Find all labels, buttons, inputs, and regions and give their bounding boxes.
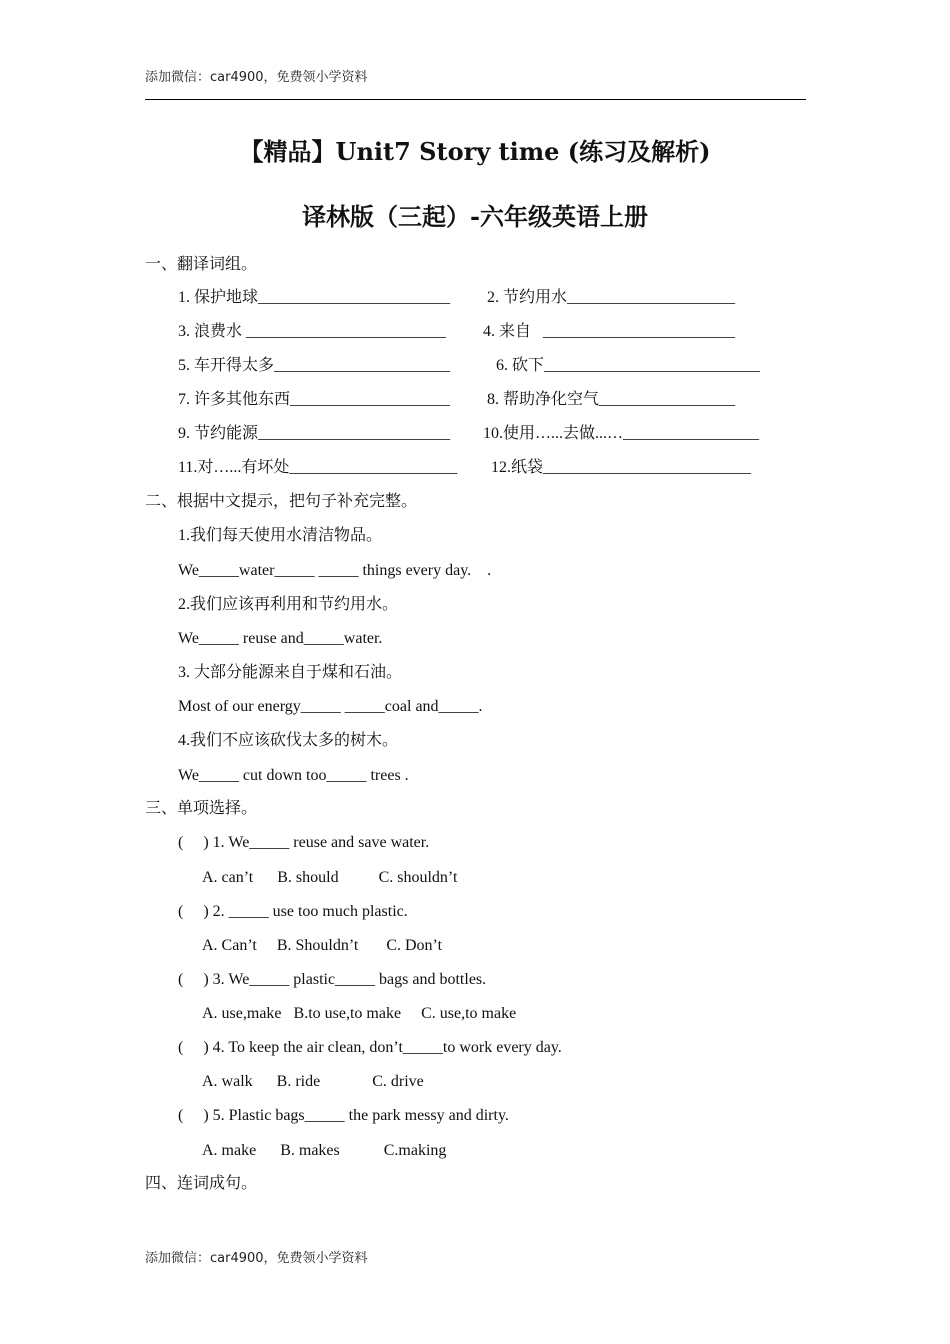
page-footer-note: 添加微信：car4900，免费领小学资料	[145, 1251, 368, 1266]
question-stem: ( ) 1. We_____ reuse and save water.	[178, 834, 430, 851]
section3-heading: 三、单项选择。	[145, 800, 258, 817]
phrase-item: 7. 许多其他东西____________________	[178, 391, 451, 408]
document-title: 【精品】Unit7 Story time (练习及解析)	[239, 137, 711, 166]
question-options: A. make B. makes C.making	[202, 1142, 447, 1159]
section4-heading: 四、连词成句。	[145, 1175, 258, 1192]
section1-heading: 一、翻译词组。	[145, 256, 258, 273]
question-stem: ( ) 2. _____ use too much plastic.	[178, 903, 408, 920]
question-options: A. use,make B.to use,to make C. use,to make	[202, 1005, 517, 1022]
phrase-item: 11.对…...有坏处_____________________	[178, 459, 458, 476]
phrase-item: 5. 车开得太多______________________	[178, 357, 451, 374]
chinese-prompt: 1.我们每天使用水清洁物品。	[178, 527, 383, 544]
chinese-prompt: 3. 大部分能源来自于煤和石油。	[178, 664, 403, 681]
document-subtitle: 译林版（三起）-六年级英语上册	[302, 202, 648, 231]
phrase-item: 12.纸袋__________________________	[491, 459, 752, 476]
header-divider	[145, 99, 806, 100]
phrase-item: 8. 帮助净化空气_________________	[487, 391, 736, 408]
phrase-item: 10.使用…...去做...…_________________	[483, 425, 760, 442]
phrase-item: 3. 浪费水 _________________________	[178, 323, 447, 340]
fill-blank-sentence: We_____water_____ _____ things every day. .	[178, 562, 492, 579]
question-stem: ( ) 5. Plastic bags_____ the park messy and dirty.	[178, 1107, 509, 1124]
phrase-item: 2. 节约用水_____________________	[487, 289, 736, 306]
phrase-item: 9. 节约能源________________________	[178, 425, 451, 442]
question-options: A. walk B. ride C. drive	[202, 1073, 424, 1090]
question-options: A. Can’t B. Shouldn’t C. Don’t	[202, 937, 443, 954]
fill-blank-sentence: We_____ reuse and_____water.	[178, 630, 383, 647]
chinese-prompt: 4.我们不应该砍伐太多的树木。	[178, 732, 399, 749]
phrase-item: 6. 砍下___________________________	[496, 357, 761, 374]
question-options: A. can’t B. should C. shouldn’t	[202, 869, 458, 886]
fill-blank-sentence: Most of our energy_____ _____coal and_____.	[178, 698, 483, 715]
phrase-item: 4. 来自 ________________________	[483, 323, 736, 340]
chinese-prompt: 2.我们应该再利用和节约用水。	[178, 596, 399, 613]
fill-blank-sentence: We_____ cut down too_____ trees .	[178, 767, 409, 784]
question-stem: ( ) 3. We_____ plastic_____ bags and bottles.	[178, 971, 487, 988]
page-header-note: 添加微信：car4900，免费领小学资料	[145, 70, 368, 85]
phrase-item: 1. 保护地球________________________	[178, 289, 451, 306]
question-stem: ( ) 4. To keep the air clean, don’t_____to work every day.	[178, 1039, 562, 1056]
section2-heading: 二、根据中文提示，把句子补充完整。	[145, 493, 418, 510]
